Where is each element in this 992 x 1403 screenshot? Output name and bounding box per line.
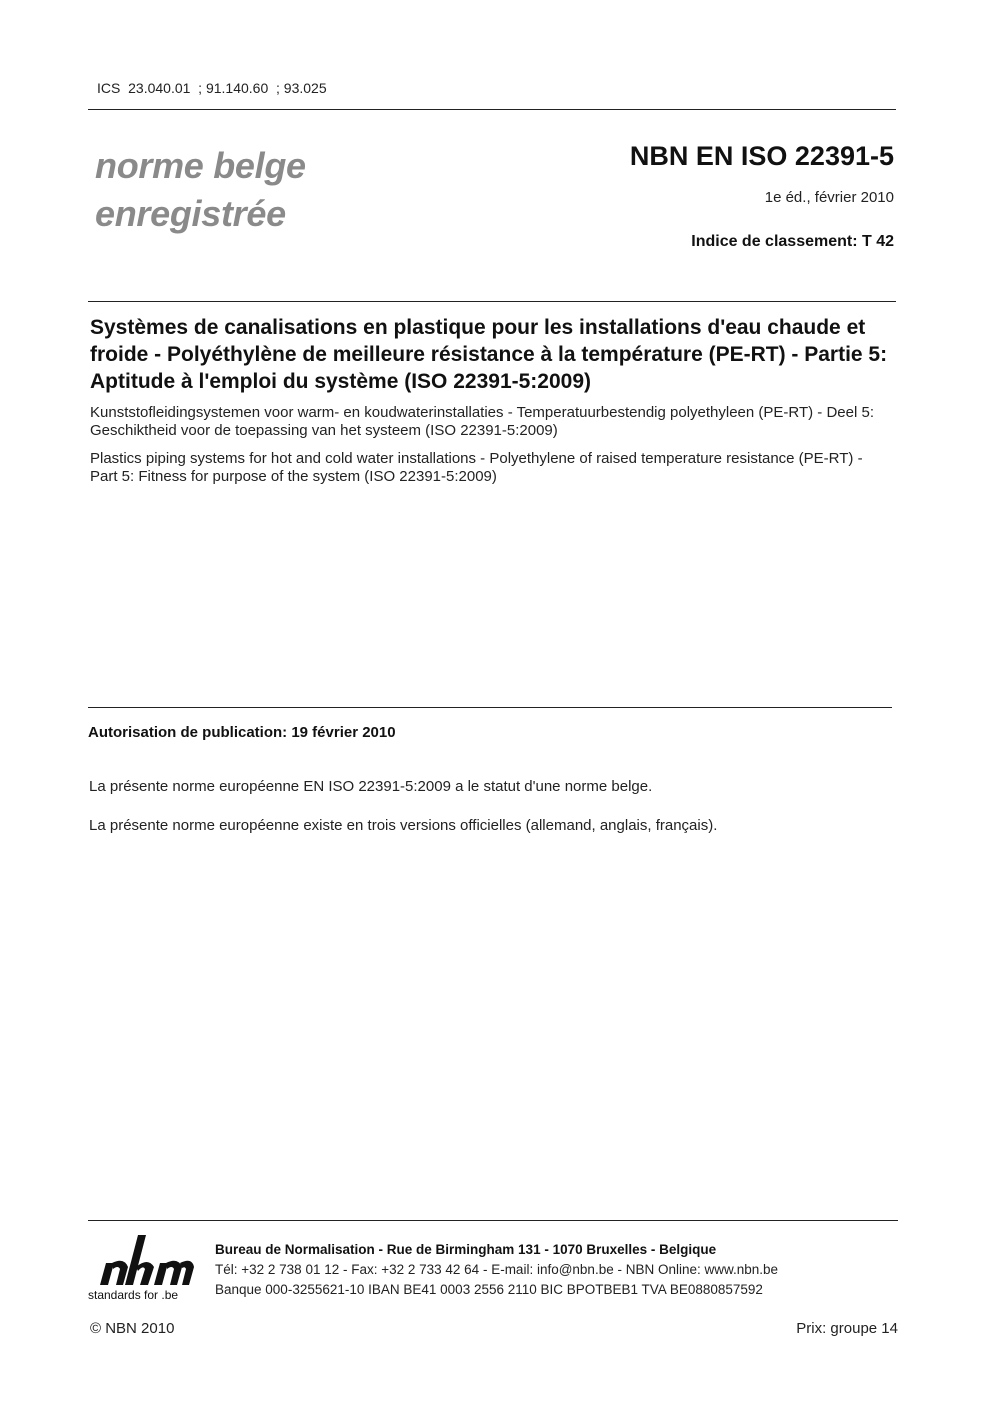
title-english: Plastics piping systems for hot and cold water installations - Polyethylene of raised temperature resistance (PE-RT) - Part 5: Fitness for purpose of the system (ISO 22391-5:2009) xyxy=(90,450,863,485)
norme-line-2: enregistrée xyxy=(95,193,286,234)
footer-divider xyxy=(88,1220,898,1221)
title-dutch: Kunststofleidingsystemen voor warm- en koudwaterinstallaties - Temperatuurbestendig polyethyleen (PE-RT) - Deel 5: Geschiktheid voor de toepassing van het systeem (ISO 22391-5:2009) xyxy=(90,404,874,439)
title-divider-top xyxy=(88,301,896,302)
publication-authorization: Autorisation de publication: 19 février 2010 xyxy=(88,724,396,741)
title-french: Systèmes de canalisations en plastique pour les installations d'eau chaude et froide - Polyéthylène de meilleure résistance à la température (PE-RT) - Partie 5: Aptitude à l'emploi du système (ISO 22391-5:2009) xyxy=(90,316,888,393)
org-bank: Banque 000-3255621-10 IBAN BE41 0003 2556 2110 BIC BPOTBEB1 TVA BE0880857592 xyxy=(215,1282,763,1297)
versions-paragraph: La présente norme européenne existe en trois versions officielles (allemand, anglais, français). xyxy=(89,817,718,834)
copyright: © NBN 2010 xyxy=(90,1320,175,1337)
org-contact: Tél: +32 2 738 01 12 - Fax: +32 2 733 42 64 - E-mail: info@nbn.be - NBN Online: www.nbn.be xyxy=(215,1262,779,1277)
classification-index: Indice de classement: T 42 xyxy=(691,233,894,250)
standard-number: NBN EN ISO 22391-5 xyxy=(629,141,894,171)
logo-caption: standards for .be xyxy=(88,1288,179,1302)
price-group: Prix: groupe 14 xyxy=(796,1320,898,1337)
norme-belge-label xyxy=(95,142,306,238)
ics-codes: ICS 23.040.01 ; 91.140.60 ; 93.025 xyxy=(97,80,327,96)
status-paragraph: La présente norme européenne EN ISO 22391-5:2009 a le statut d'une norme belge. xyxy=(89,778,653,795)
org-address: Bureau de Normalisation - Rue de Birmingham 131 - 1070 Bruxelles - Belgique xyxy=(215,1242,717,1257)
header-divider xyxy=(88,109,896,110)
edition-date: 1e éd., février 2010 xyxy=(764,189,894,206)
title-divider-bottom xyxy=(88,707,892,708)
norme-line-1: norme belge xyxy=(95,145,306,186)
